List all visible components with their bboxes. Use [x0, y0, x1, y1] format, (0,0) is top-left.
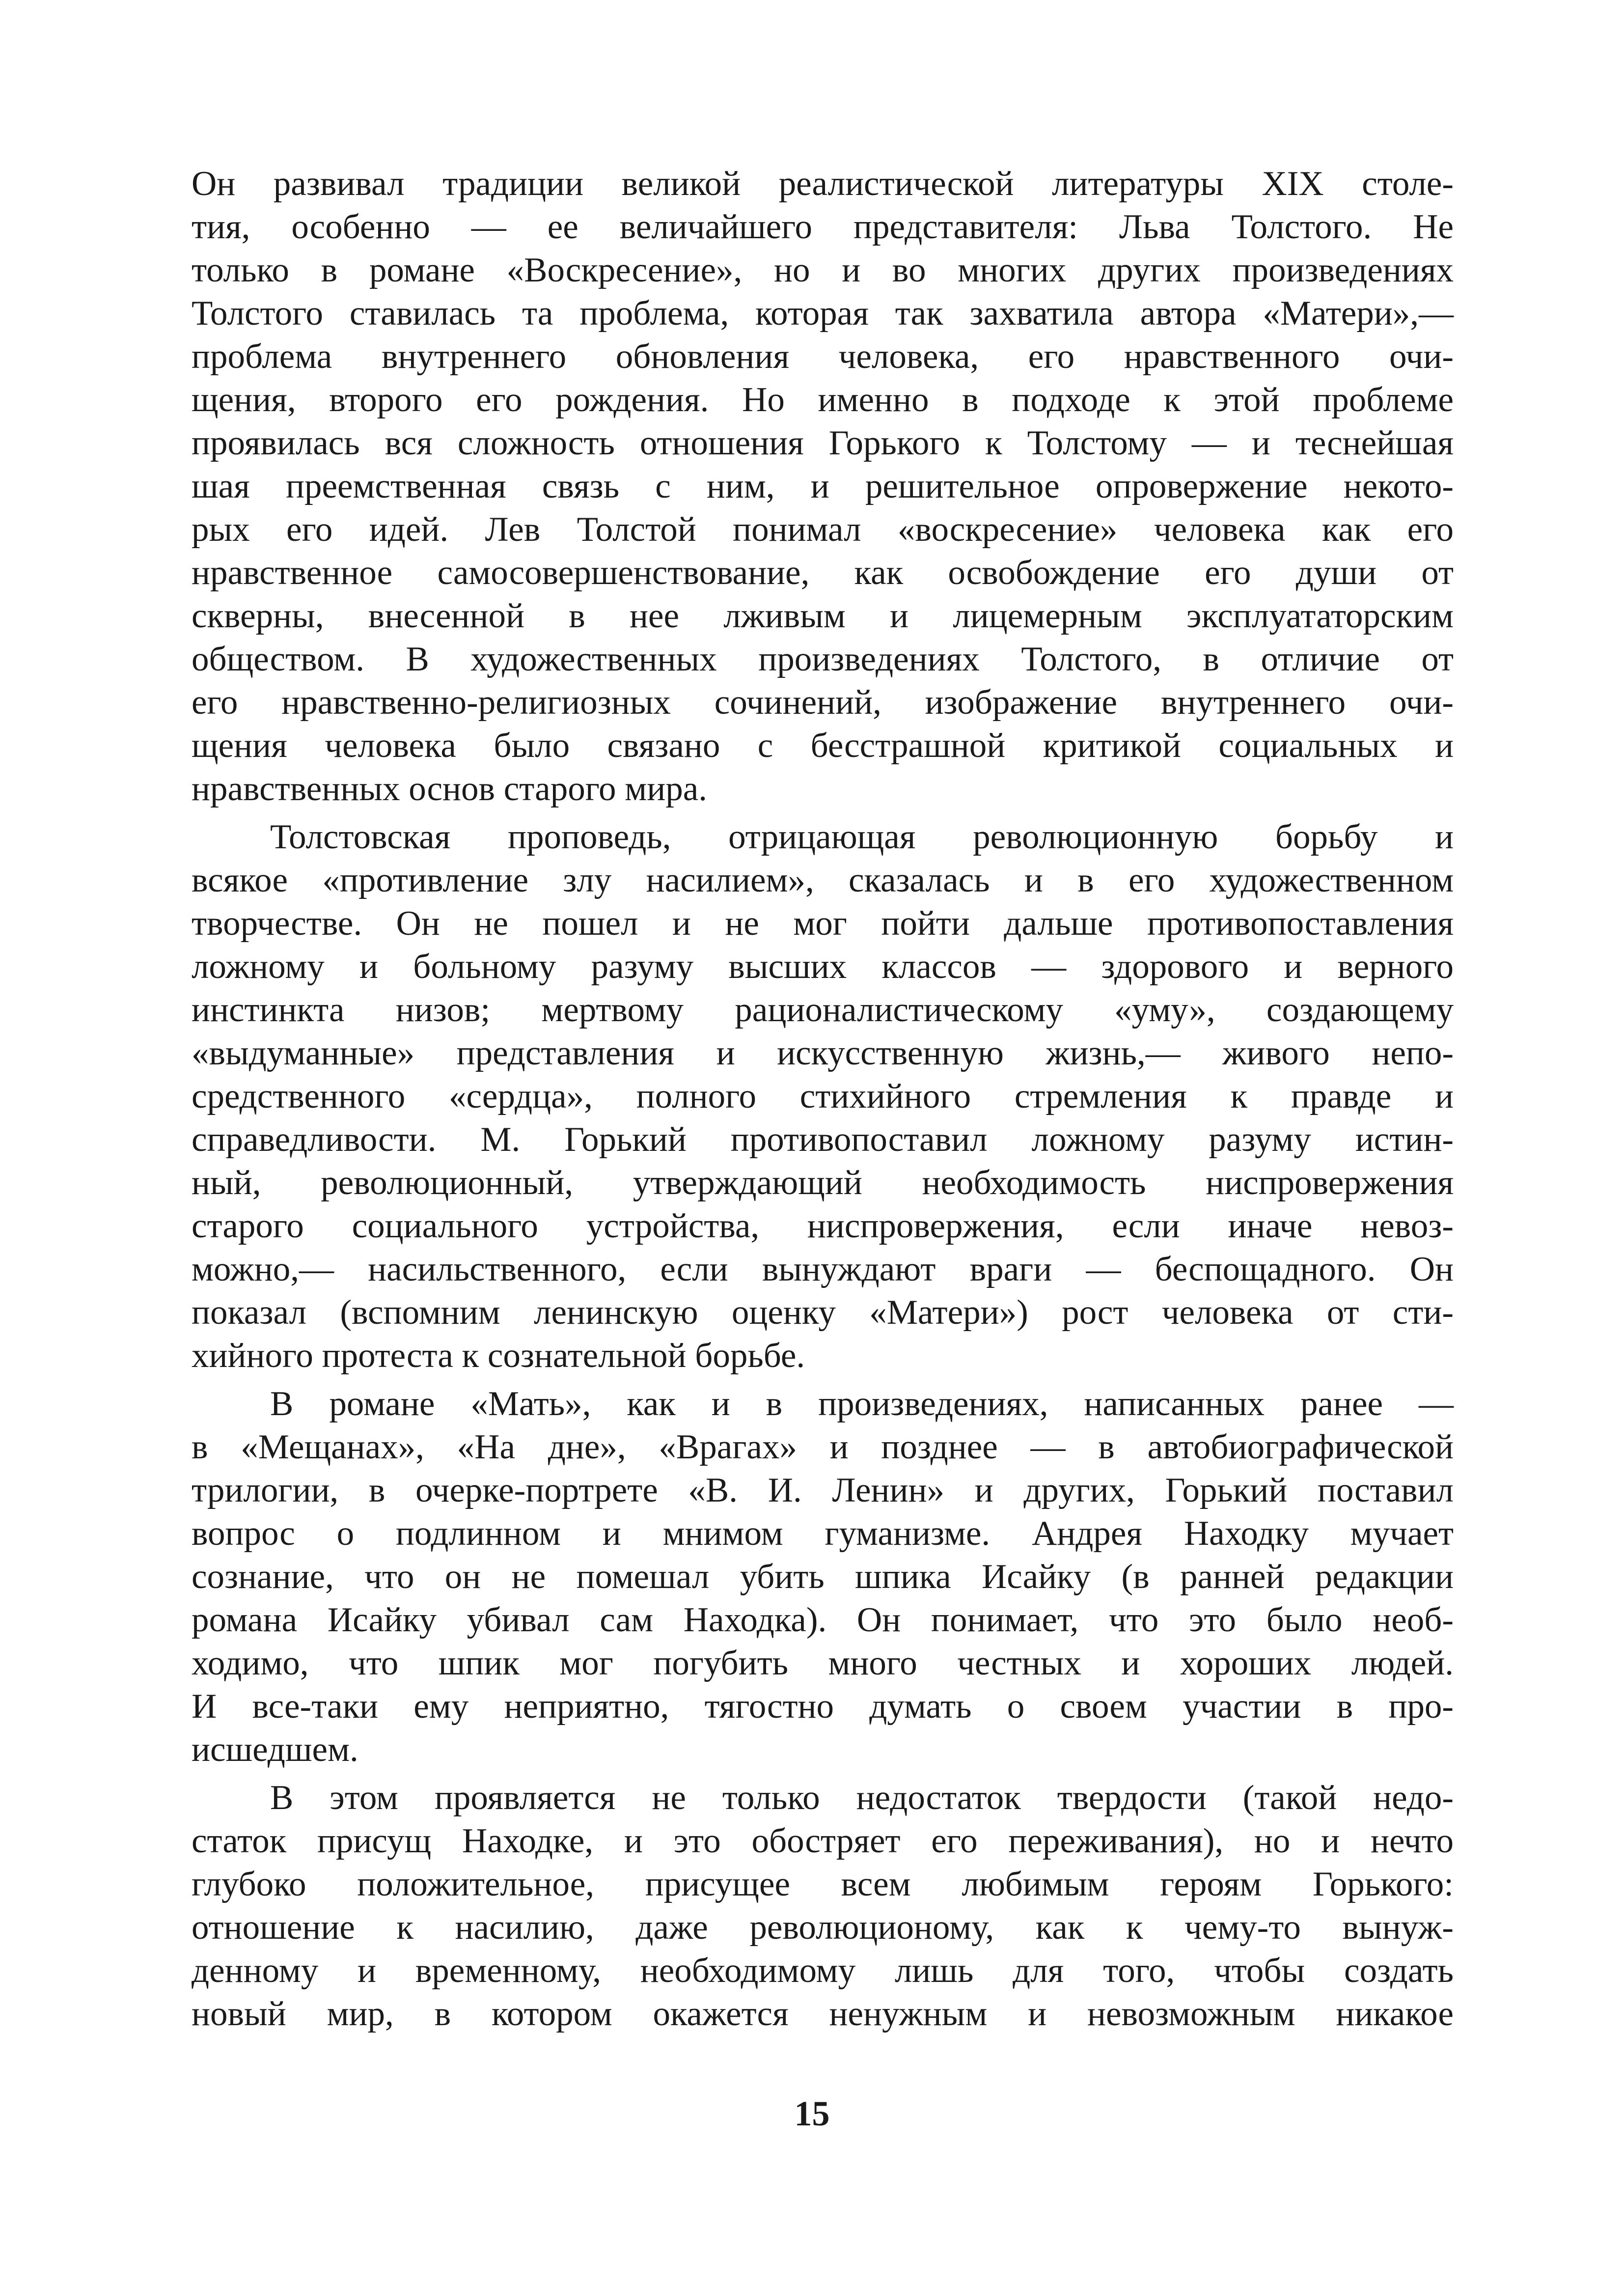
text-line: денному и временному, необходимому лишь для того, чтобы создать [192, 1951, 1454, 1990]
text-line: старого социального устройства, ниспровержения, если иначе невоз- [192, 1207, 1454, 1245]
text-line: отношение к насилию, даже революционому, как к чему-то вынуж- [192, 1908, 1454, 1947]
text-line: ложному и больному разуму высших классов — здорового и верного [192, 948, 1454, 986]
text-line: глубоко положительное, присущее всем любимым героям Горького: [192, 1865, 1454, 1903]
body-text [192, 162, 1454, 2035]
text-line: ный, революционный, утверждающий необходимость ниспровержения [192, 1164, 1454, 1202]
text-line: В романе «Мать», как и в произведениях, написанных ранее — [270, 1385, 1454, 1423]
text-line: ходимо, что шпик мог погубить много честных и хороших людей. [192, 1644, 1454, 1682]
text-line: трилогии, в очерке-портрете «В. И. Ленин» и других, Горький поставил [192, 1471, 1454, 1509]
text-line: сознание, что он не помешал убить шпика Исайку (в ранней редакции [192, 1558, 1454, 1596]
text-line: обществом. В художественных произведениях Толстого, в отличие от [192, 640, 1454, 678]
text-line: Толстого ставилась та проблема, которая так захватила автора «Матери»,— [192, 294, 1454, 333]
text-line: его нравственно-религиозных сочинений, изображение внутреннего очи- [192, 683, 1454, 722]
text-line: всякое «противление злу насилием», сказалась и в его художественном [192, 861, 1454, 899]
text-line: справедливости. М. Горький противопоставил ложному разуму истин- [192, 1120, 1454, 1159]
text-line: нравственных основ старого мира. [192, 770, 707, 808]
text-line: И все-таки ему неприятно, тягостно думать о своем участии в про- [192, 1687, 1454, 1726]
text-line: творчестве. Он не пошел и не мог пойти дальше противопоставления [192, 904, 1454, 943]
paragraph [192, 815, 1454, 1377]
paragraph-gap [192, 1377, 1454, 1382]
page-number: 15 [794, 2094, 830, 2133]
text-line: Он развивал традиции великой реалистической литературы XIX столе- [192, 165, 1454, 203]
paragraph [192, 1382, 1454, 1771]
text-line: проблема внутреннего обновления человека, его нравственного очи- [192, 337, 1454, 376]
text-line: тия, особенно — ее величайшего представителя: Льва Толстого. Не [192, 208, 1454, 246]
text-line: можно,— насильственного, если вынуждают враги — беспощадного. Он [192, 1250, 1454, 1288]
text-line: новый мир, в котором окажется ненужным и невозможным никакое [192, 1995, 1454, 2033]
text-line: проявилась вся сложность отношения Горького к Толстому — и теснейшая [192, 424, 1454, 462]
text-line: вопрос о подлинном и мнимом гуманизме. Андрея Находку мучает [192, 1514, 1454, 1553]
paragraph [192, 1776, 1454, 2035]
text-line: нравственное самосовершенствование, как освобождение его души от [192, 554, 1454, 592]
paragraph-gap [192, 810, 1454, 815]
text-line: щения, второго его рождения. Но именно в подходе к этой проблеме [192, 381, 1454, 419]
text-line: щения человека было связано с бесстрашной критикой социальных и [192, 726, 1454, 765]
text-line: хийного протеста к сознательной борьбе. [192, 1337, 805, 1375]
text-line: рых его идей. Лев Толстой понимал «воскресение» человека как его [192, 510, 1454, 549]
text-line: шая преемственная связь с ним, и решительное опровержение некото- [192, 467, 1454, 505]
text-line: Толстовская проповедь, отрицающая революционную борьбу и [270, 818, 1454, 856]
text-line: только в романе «Воскресение», но и во многих других произведениях [192, 251, 1454, 289]
text-line: скверны, внесенной в нее лживым и лицемерным эксплуататорским [192, 597, 1454, 635]
text-line: средственного «сердца», полного стихийного стремления к правде и [192, 1077, 1454, 1115]
paragraph [192, 162, 1454, 810]
text-line: показал (вспомним ленинскую оценку «Матери») рост человека от сти- [192, 1293, 1454, 1332]
text-line: «выдуманные» представления и искусственную жизнь,— живого непо- [192, 1034, 1454, 1072]
text-line: инстинкта низов; мертвому рационалистическому «уму», создающему [192, 991, 1454, 1029]
text-line: статок присущ Находке, и это обостряет его переживания), но и нечто [192, 1822, 1454, 1860]
text-line: В этом проявляется не только недостаток твердости (такой недо- [270, 1779, 1454, 1817]
text-line: исшедшем. [192, 1730, 358, 1769]
text-line: в «Мещанах», «На дне», «Врагах» и позднее — в автобиографической [192, 1428, 1454, 1466]
text-line: романа Исайку убивал сам Находка). Он понимает, что это было необ- [192, 1601, 1454, 1639]
paragraph-gap [192, 1771, 1454, 1776]
